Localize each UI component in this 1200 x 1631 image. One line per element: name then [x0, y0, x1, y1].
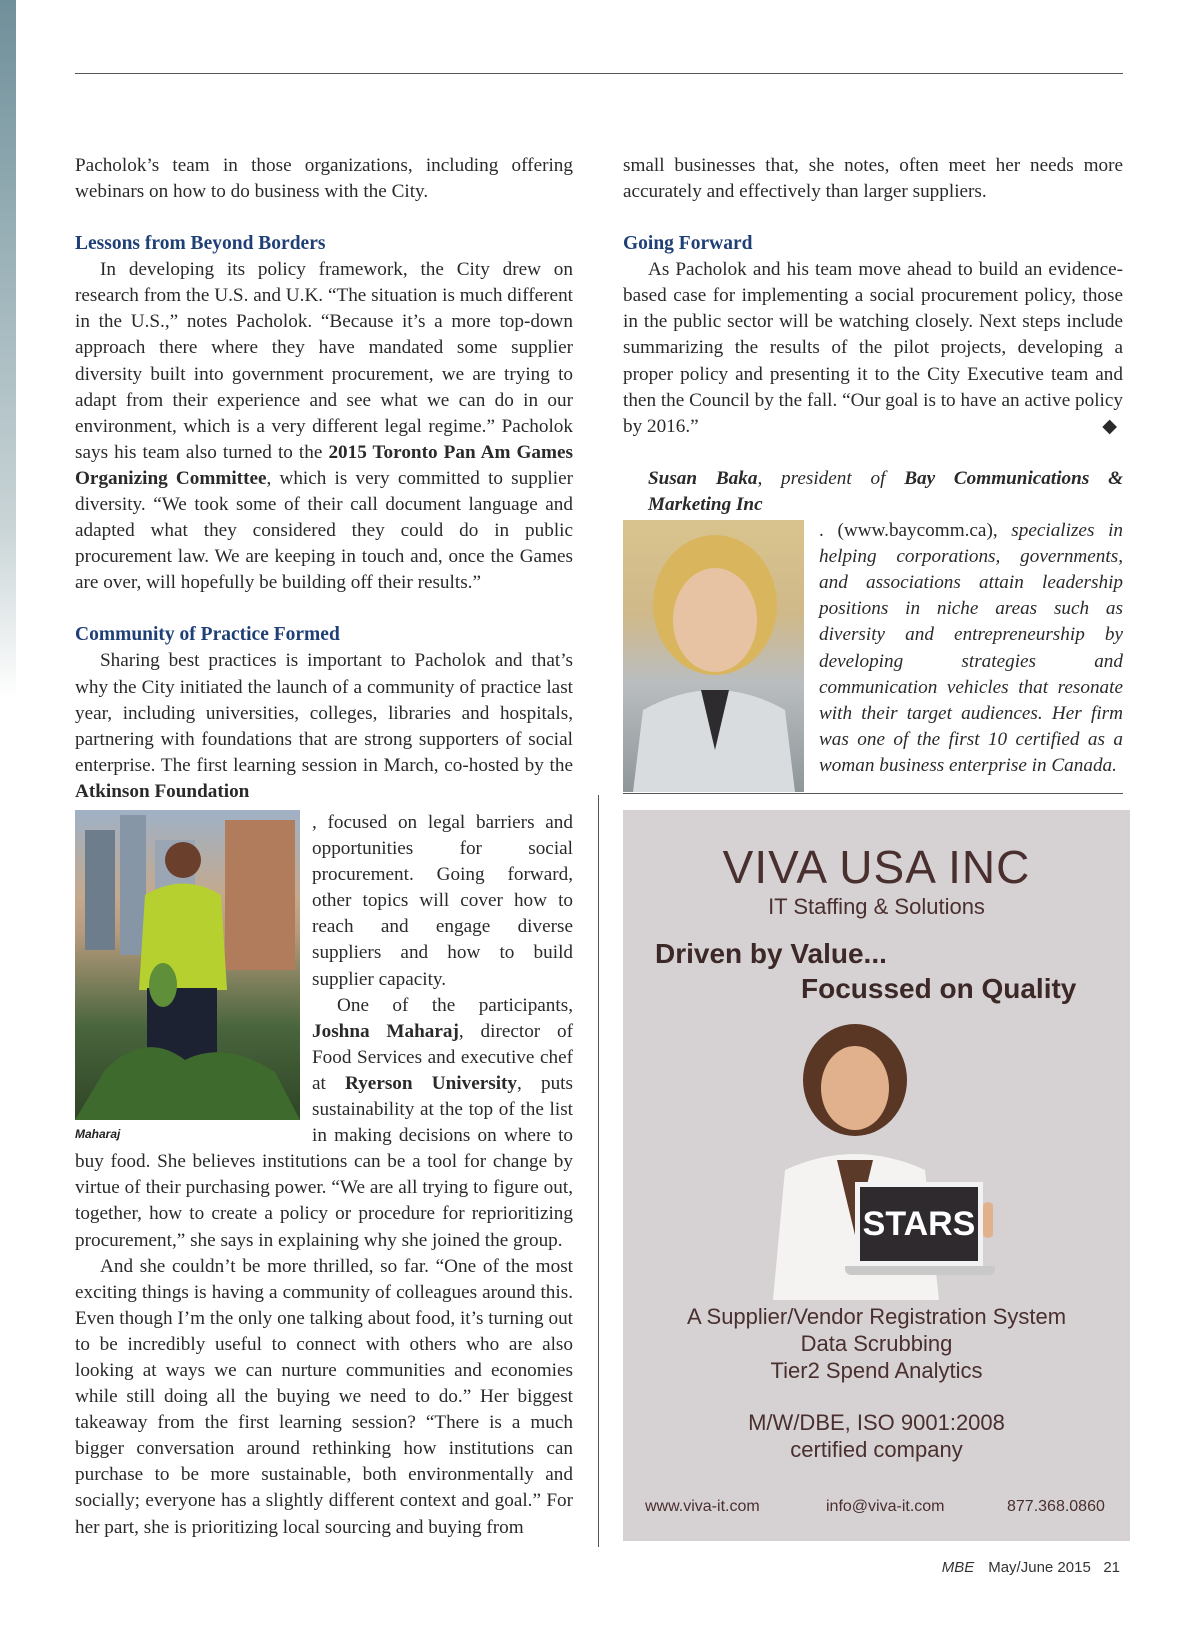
ad-feature-registration: A Supplier/Vendor Registration System — [686, 1304, 1067, 1329]
end-of-article-mark: ◆ — [1102, 415, 1117, 437]
heading-going-forward: Going Forward — [623, 233, 753, 255]
pan-am-committee: 2015 Toronto Pan Am Games Organizing Committee — [75, 441, 573, 489]
ad-email[interactable]: info@viva-it.com — [826, 1498, 945, 1515]
ad-certification-line2: certified company — [790, 1437, 963, 1462]
heading-lessons-from-beyond-borders: Lessons from Beyond Borders — [75, 233, 326, 255]
author-url[interactable]: . (www.baycomm.ca), — [819, 520, 998, 542]
heading-community-of-practice: Community of Practice Formed — [75, 624, 340, 646]
author-photo — [623, 520, 804, 792]
paragraph-community-3: And she couldn’t be more thrilled, so far. “One of the most exciting things is having a community of colleagues around this. Even though I’m the only one talking about food, it’s turning out to be incredibly useful to connect with others who are also looking at ways we can nurture communities and economies while still doing all the buying we need to do.” Her biggest takeaway from the first learning session? “There is a much bigger conversation around rethinking how institutions can purchase to be more sustainable, both environmentally and socially; everyone has a slightly different context and goal.” For her part, she is prioritizing local sourcing and buying from — [75, 1255, 573, 1538]
maharaj-photo-block — [75, 810, 300, 1142]
ad-company-name: VIVA USA INC — [722, 841, 1031, 893]
joshna-maharaj: Joshna Maharaj — [312, 1020, 459, 1042]
footer-page-number: 21 — [1103, 1559, 1120, 1576]
footer-issue: May/June 2015 — [988, 1559, 1091, 1576]
author-company: Bay Communications & Marketing Inc — [648, 467, 1123, 515]
ad-feature-analytics: Tier2 Spend Analytics — [770, 1358, 983, 1383]
author-portrait — [623, 520, 804, 792]
ryerson-university: Ryerson University — [345, 1072, 518, 1094]
ad-slogan-quality: Focussed on Quality — [801, 973, 1077, 1004]
ad-laptop-stars: STARS — [855, 1182, 983, 1266]
column-divider — [598, 795, 599, 1547]
atkinson-foundation: Atkinson Foundation — [75, 780, 250, 802]
maharaj-photo — [75, 810, 300, 1120]
paragraph-community-1: Sharing best practices is important to Pacholok and that’s why the City initiated the launch of a community of practice last year, including universities, colleges, libraries and hospitals, partnering with foundations that are strong supporters of social enterprise. The first learning session in March, co-hosted by the Atkinson Foundation — [75, 650, 573, 802]
author-bio: Susan Baka, president of Bay Communications & Marketing Inc — [648, 467, 1123, 515]
author-name: Susan Baka — [648, 467, 758, 489]
chef-illustration — [75, 810, 300, 1120]
paragraph-community-2: One of the participants, Joshna Maharaj, director of Food Services and executive chef at Ryerson University, puts sustainability at the top of the list in making decisions on where to buy food. She believes institutions can be a tool for change by virtue of their purchasing power. “We are all trying to figure out, together, how to create a policy or procedure for reprioritizing procurement,” she says in explaining why she joined the group. — [75, 994, 573, 1251]
ad-tagline: IT Staffing & Solutions — [768, 894, 985, 919]
right-intro: small businesses that, she notes, often meet her needs more accurately and effectively than larger suppliers. — [623, 155, 1123, 203]
paragraph-community-1-cont: , focused on legal barriers and opportunities for social procurement. Going forward, other topics will cover how to reach and engage diverse suppliers and how to build supplier capacity. — [312, 812, 573, 990]
top-rule — [75, 73, 1123, 74]
ad-website[interactable]: www.viva-it.com — [645, 1498, 760, 1515]
photo-caption: Maharaj — [75, 1127, 121, 1141]
ad-feature-scrubbing: Data Scrubbing — [800, 1331, 953, 1356]
page-edge-decoration — [0, 0, 16, 700]
viva-advertisement[interactable] — [623, 810, 1130, 1541]
left-column-lower — [75, 810, 573, 1541]
footer-magazine: MBE — [941, 1559, 975, 1576]
left-column — [75, 153, 573, 805]
ad-rule — [623, 793, 1123, 794]
ad-slogan-value: Driven by Value... — [655, 938, 887, 969]
paragraph-going-forward: As Pacholok and his team move ahead to build an evidence-based case for implementing a social procurement policy, those in the public sector will be watching closely. Next steps include summarizing the results of the pilot projects, developing a proper policy and presenting it to the City Executive team and then the Council by the fall. “Our goal is to have an active policy by 2016.” ◆ — [623, 257, 1123, 440]
ad-laptop-base — [845, 1266, 995, 1275]
ad-certification-line1: M/W/DBE, ISO 9001:2008 — [748, 1410, 1005, 1435]
author-bio-text: . (www.baycomm.ca), specializes in helping corporations, governments, and associations attain leadership positions in niche areas such as diversity and entrepreneurship by developing strategies and communication vehicles that resonate with their target audiences. Her firm was one of the first 10 certified as a woman business enterprise in Canada. — [819, 520, 1123, 776]
right-column — [623, 153, 1123, 792]
left-intro: Pacholok’s team in those organizations, including offering webinars on how to do business with the City. — [75, 155, 573, 203]
paragraph-lessons: In developing its policy framework, the City drew on research from the U.S. and U.K. “The situation is much different in the U.S.,” notes Pacholok. “Because it’s a more top-down approach there where they have mandated some supplier diversity built into government procurement, we are trying to adapt from their experience and see what we can do in our environment, which is a very different legal regime.” Pacholok says his team also turned to the 2015 Toronto Pan Am Games Organizing Committee, which is very committed to supplier diversity. “We took some of their call document language and adapted what they considered they could do in public procurement law. We are keeping in touch and, once the Games are over, will hopefully be building off their results.” — [75, 259, 573, 594]
author-bio-body — [623, 518, 1123, 779]
ad-phone: 877.368.0860 — [1007, 1498, 1105, 1515]
page-footer — [942, 1559, 1120, 1576]
